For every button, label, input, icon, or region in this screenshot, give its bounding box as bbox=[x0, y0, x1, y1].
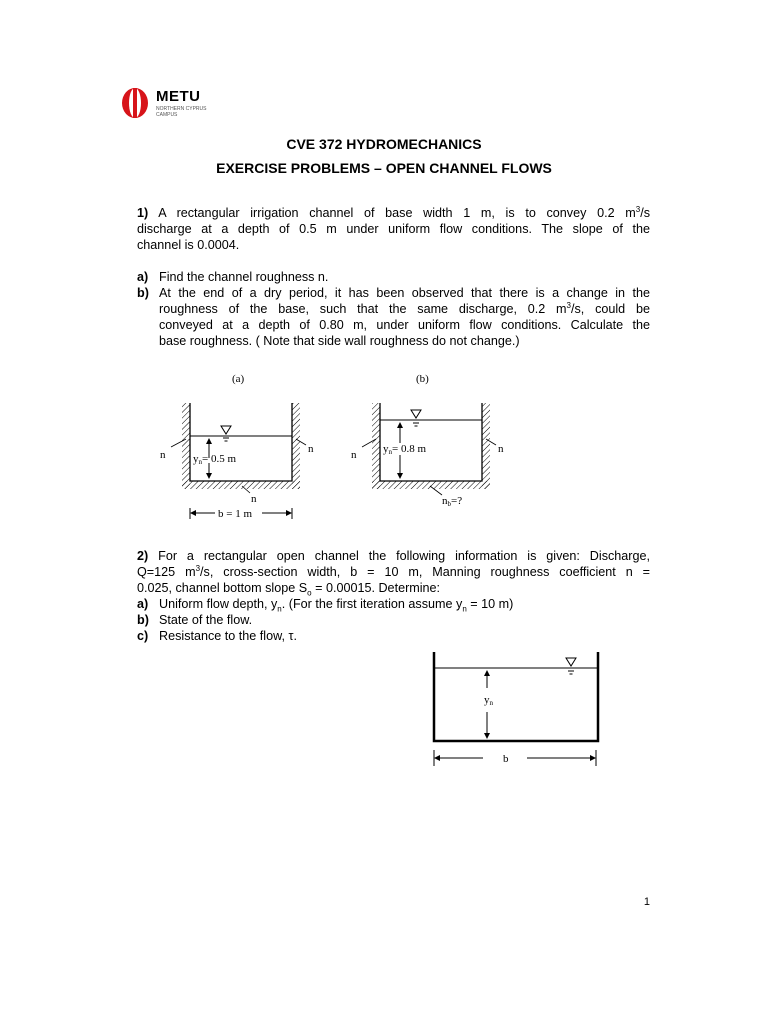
wall-roughness-right-b: n bbox=[498, 443, 504, 455]
course-title: CVE 372 HYDROMECHANICS bbox=[286, 136, 482, 152]
channel-a bbox=[160, 403, 314, 520]
problem-1-line-1: 1) A rectangular irrigation channel of base width 1 m, is to convey 0.2 $m^3/s$ bbox=[137, 204, 650, 220]
depth-label-a: yn= 0.5 m bbox=[193, 453, 237, 466]
metu-logo-icon bbox=[120, 86, 160, 120]
depth-label-b: yn= 0.8 m bbox=[383, 443, 427, 456]
channel-b bbox=[351, 403, 504, 508]
problem-1-part-a: a) Find the channel roughness n. bbox=[137, 270, 329, 284]
problem-2-part-b: b) State of the flow. bbox=[137, 613, 253, 627]
figure-1-channels bbox=[150, 365, 520, 530]
figure-2-channel bbox=[425, 650, 610, 775]
exercise-title: EXERCISE PROBLEMS – OPEN CHANNEL FLOWS bbox=[216, 160, 552, 176]
logo-name: METU bbox=[156, 88, 201, 105]
problem-2-statement: 2) For a rectangular open channel the following information is given: Discharge, Q=125 $m^3/s$, cross-section width, b = 10 m, Manning roughness coefficient n = 0.025, channel bottom slope $S_o = 0.00015$. Determine: bbox=[137, 549, 650, 598]
base-roughness-b: nb=? bbox=[442, 495, 463, 508]
problem-2-number: 2) bbox=[137, 549, 149, 563]
wall-roughness-left-a: n bbox=[160, 449, 166, 461]
figure-label-a: (a) bbox=[232, 373, 245, 385]
figure-label-b: (b) bbox=[416, 373, 429, 385]
logo-subtitle-2: CAMPUS bbox=[156, 112, 178, 118]
problem-1-number: 1) bbox=[137, 206, 149, 220]
metu-logo bbox=[120, 86, 230, 120]
page-number: 1 bbox=[643, 896, 650, 908]
width-label-a: b = 1 m bbox=[218, 508, 253, 520]
base-roughness-a: n bbox=[251, 493, 257, 505]
width-label-2: b bbox=[503, 753, 509, 765]
problem-2-part-a: a) Uniform flow depth, $y_n$. (For the first iteration assume $y_n = 10$ m) bbox=[137, 597, 514, 614]
wall-roughness-left-b: n bbox=[351, 449, 357, 461]
problem-2-part-c: c) Resistance to the flow, τ. bbox=[137, 629, 297, 643]
logo-subtitle-1: NORTHERN CYPRUS bbox=[156, 106, 207, 112]
wall-roughness-right-a: n bbox=[308, 443, 314, 455]
problem-1-statement bbox=[137, 205, 650, 253]
problem-1-part-b: b) At the end of a dry period, it has been observed that there is a change in the roughness of the base, such that the same discharge, 0.2 $m^3/s$, could be conveyed at a depth of 0.80 m, under uniform flow conditions. Calculate the base roughness. ( Note that side wall roughness do not change.) bbox=[137, 286, 650, 348]
depth-label-2: yn bbox=[484, 694, 493, 707]
problem-1-line-3: channel is 0.0004. bbox=[137, 238, 240, 252]
problem-1-line-2: discharge at a depth of 0.5 m under uniform flow conditions. The slope of the bbox=[137, 222, 650, 236]
